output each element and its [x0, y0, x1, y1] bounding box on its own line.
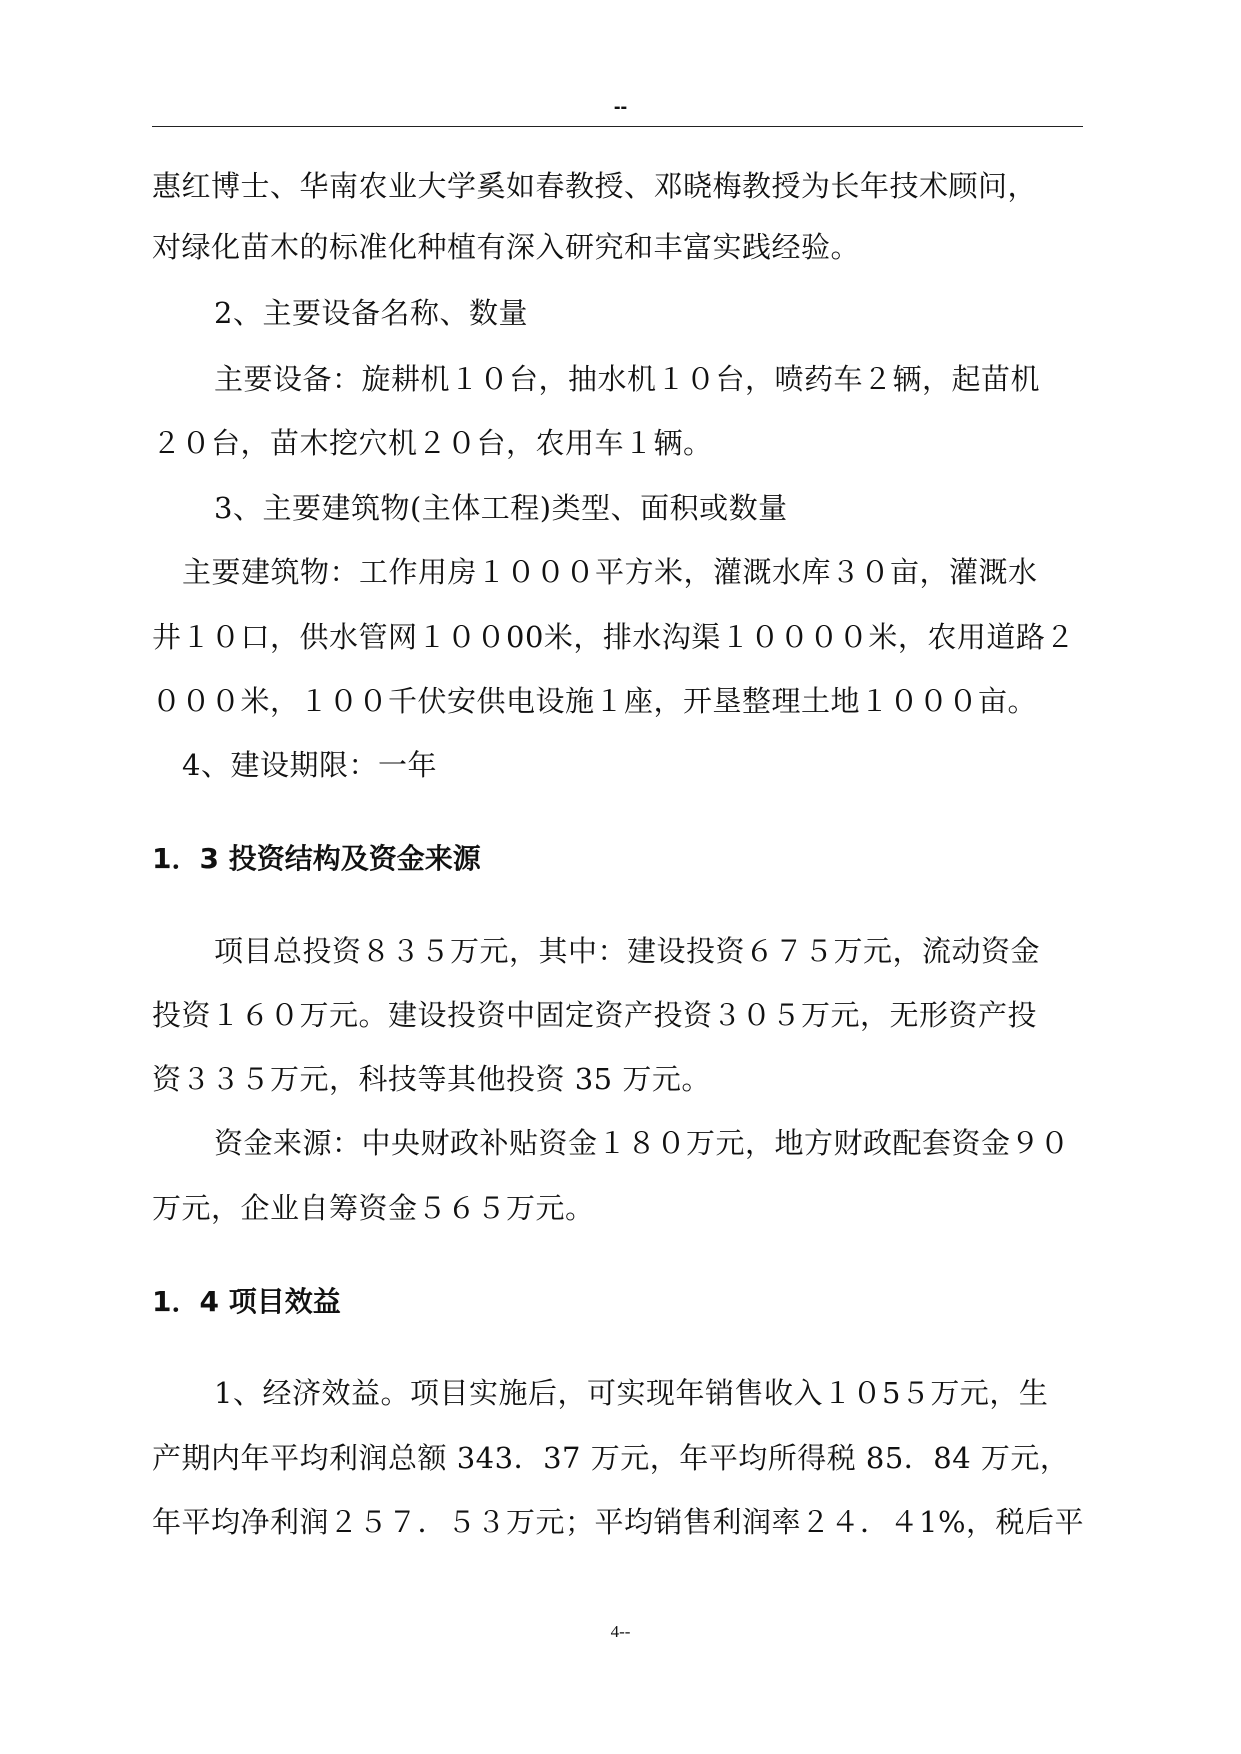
header-rule — [152, 126, 1083, 127]
body-line: ０００米，１００千伏安供电设施１座，开垦整理土地１０００亩。 — [152, 684, 1038, 718]
body-line: 1、经济效益。项目实施后，可实现年销售收入１０5５万元，生 — [214, 1376, 1049, 1410]
header-mark: -- — [613, 96, 628, 118]
body-line: 主要建筑物：工作用房１０００平方米，灌溉水库３０亩，灌溉水 — [182, 555, 1038, 589]
body-line: 主要设备：旋耕机１０台，抽水机１０台，喷药车２辆，起苗机 — [214, 362, 1041, 396]
body-line: 资３３５万元，科技等其他投资 35 万元。 — [152, 1062, 711, 1096]
list-item-buildings-heading: 3、主要建筑物(主体工程)类型、面积或数量 — [214, 491, 788, 525]
body-line: 井１０口，供水管网１００00米，排水沟渠１００００米，农用道路２ — [152, 620, 1075, 654]
body-line: 惠红博士、华南农业大学奚如春教授、邓晓梅教授为长年技术顾问， — [152, 169, 1038, 203]
section-heading-investment: 1．3 投资结构及资金来源 — [152, 842, 481, 875]
body-line: 资金来源：中央财政补贴资金１８０万元，地方财政配套资金９０ — [214, 1126, 1070, 1160]
body-line: 投资１６０万元。建设投资中固定资产投资３０５万元，无形资产投 — [152, 998, 1038, 1032]
body-line: 项目总投资８３５万元，其中：建设投资６７５万元，流动资金 — [214, 934, 1041, 968]
body-line: ２０台，苗木挖穴机２０台，农用车１辆。 — [152, 426, 713, 460]
body-line: 万元，企业自筹资金５６５万元。 — [152, 1191, 595, 1225]
body-line: 产期内年平均利润总额 343．37 万元，年平均所得税 85．84 万元， — [152, 1441, 1070, 1475]
list-item-construction-period: 4、建设期限：一年 — [182, 748, 437, 782]
body-line: 对绿化苗木的标准化种植有深入研究和丰富实践经验。 — [152, 230, 861, 264]
section-heading-benefits: 1．4 项目效益 — [152, 1285, 341, 1318]
body-line: 年平均净利润２５７．５３万元；平均销售利润率２４．４1%，税后平 — [152, 1505, 1085, 1539]
page-number: 4-- — [610, 1622, 631, 1641]
list-item-equipment-heading: 2、主要设备名称、数量 — [214, 296, 528, 330]
